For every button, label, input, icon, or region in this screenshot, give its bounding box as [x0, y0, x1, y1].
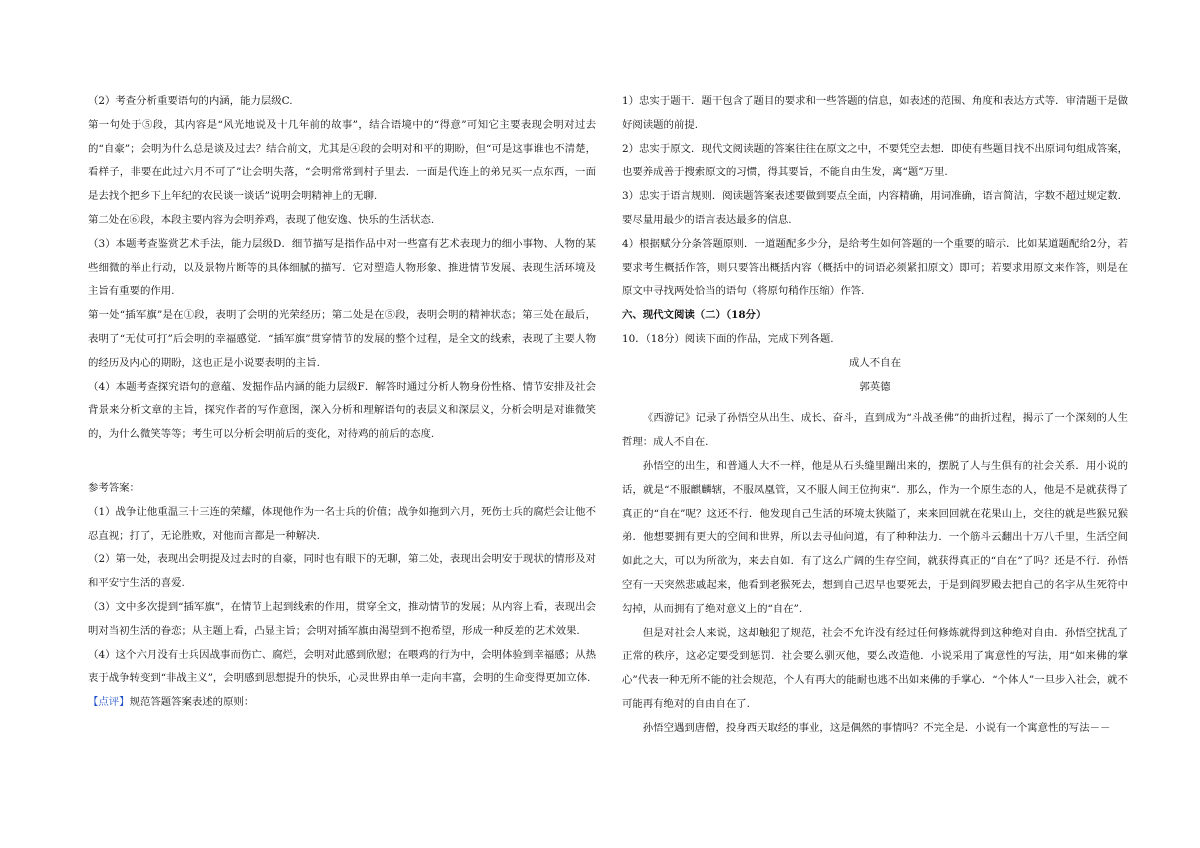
- answer-item: （3）文中多次提到“插军旗”，在情节上起到线索的作用，贯穿全文，推动情节的发展；从内容上看，表现出会明对当初生活的眷恋；从主题上看，凸显主旨；会明对插军旗由渴望到不抱希望，形成一种反差的艺术效果.: [88, 600, 596, 637]
- paragraph: （4）本题考查探究语句的意蕴、发掘作品内涵的能力层级F．解答时通过分析人物身份性格、情节安排及社会背景来分析文章的主旨，探究作者的写作意图，深入分析和理解语句的表层义和深层义，分析会明是对谁微笑的，为什么微笑等等；考生可以分析会明前后的变化，对待鸡的前后的态度.: [88, 380, 596, 441]
- paragraph: （3）本题考查鉴赏艺术手法，能力层级D．细节描写是指作品中对一些富有艺术表现力的细小事物、人物的某些细微的举止行动，以及景物片断等的具体细腻的描写．它对塑造人物形象、推进情节发展、表现生活环境及主旨有重要的作用.: [88, 237, 596, 298]
- essay-paragraph: 孙悟空的出生，和普通人大不一样，他是从石头缝里蹦出来的，摆脱了人与生俱有的社会关系．用小说的话，就是“不服麒麟辖，不服凤凰管，又不服人间王位拘束”．那么，作为一个原生态的人，他是不是就获得了真正的“自在”呢？这还不行．他发现自己生活的环境太狭隘了，来来回回就在花果山上，交往的就是些猴兄猴弟．他想要拥有更大的空间和世界，所以去寻仙问道，有了种种法力．一个筋斗云翻出十万八千里，生活空间如此之大，可以为所欲为，来去自如．有了这么广阔的生存空间，就获得真正的“自在”了吗？还是不行．孙悟空有一天突然悲戚起来，他看到老猴死去，想到自己迟早也要死去，于是到阎罗殿去把自己的名字从生死符中勾掉，从而拥有了绝对意义上的“自在”.: [622, 459, 1128, 615]
- right-column: [622, 90, 1128, 741]
- rule-item: 2）忠实于原文．现代文阅读题的答案往往在原文之中，不要凭空去想．即使有些题目找不出原词句组成答案，也要养成善于搜索原文的习惯，得其要旨，不能自由生发，离“题”万里.: [622, 142, 1128, 179]
- essay-paragraph: 但是对社会人来说，这却触犯了规范，社会不允许没有经过任何修炼就得到这种绝对自由．孙悟空扰乱了正常的秩序，这必定要受到惩罚．社会要么驯灭他，要么改造他．小说采用了寓意性的写法，用“如来佛的掌心”代表一种无所不能的社会规范，个人有再大的能耐也逃不出如来佛的手掌心．“个体人”一旦步入社会，就不可能再有绝对的自由自在了.: [622, 626, 1128, 710]
- comment-tag: 【点评】: [88, 696, 130, 709]
- paragraph: 第二处在⑥段，本段主要内容为会明养鸡，表现了他安逸、快乐的生活状态.: [88, 213, 435, 226]
- answer-title: 参考答案：: [88, 481, 140, 494]
- paragraph: 第一处“插军旗”是在①段，表明了会明的光荣经历；第二处是在⑤段，表明会明的精神状态；第三处在最后，表明了“无仗可打”后会明的幸福感觉．“插军旗”贯穿情节的发展的整个过程，是全文的线索，表现了主要人物的经历及内心的期盼，这也正是小说要表明的主旨.: [88, 309, 596, 369]
- question-line: 10．（18分）阅读下面的作品，完成下列各题.: [622, 332, 834, 345]
- essay-paragraph: 孙悟空遇到唐僧，投身西天取经的事业，这是偶然的事情吗？不完全是．小说有一个寓意性的写法－－: [642, 721, 1111, 734]
- essay-paragraph: 《西游记》记录了孙悟空从出生、成长、奋斗，直到成为“斗战圣佛”的曲折过程，揭示了一个深刻的人生哲理：成人不自在.: [622, 412, 1128, 449]
- spacer: [622, 399, 1128, 407]
- paragraph: 第一句处于⑤段，其内容是“风光地说及十几年前的故事”，结合语境中的“得意”可知它主要表现会明对过去的“自豪”；会明为什么总是谈及过去？结合前文，尤其是④段的会明对和平的期盼，但“可是这事谁也不清楚，看样子，非要在此过六月不可了”让会明失落，“会明常常到村子里去．一面是代连上的弟兄买一点东西，一面是去找个把乡下上年纪的农民谈一谈话”说明会明精神上的无聊.: [88, 118, 596, 203]
- answer-item: （2）第一处，表现出会明提及过去时的自豪，同时也有眼下的无聊，第二处，表现出会明安于现状的情形及对和平安宁生活的喜爱.: [88, 553, 596, 590]
- essay-author: 郭英德: [859, 380, 891, 393]
- answer-item: （4）这个六月没有士兵因战事而伤亡、腐烂，会明对此感到欣慰；在喂鸡的行为中，会明体验到幸福感；从热衷于战争转变到“非战主义”，会明感到思想提升的快乐，心灵世界由单一走向丰富，会明的生命变得更加立体.: [88, 648, 596, 685]
- rule-item: 4）根据赋分分条答题原则．一道题配多少分，是给考生如何答题的一个重要的暗示．比如某道题配给2分，若要求考生概括作答，则只要答出概括内容（概括中的词语必须紧扣原文）即可；若要求用原文来作答，则是在原文中寻找两处恰当的语句（将原句稍作压缩）作答.: [622, 237, 1128, 298]
- rule-item: 3）忠实于语言规则．阅读题答案表述要做到要点全面，内容精确，用词准确，语言简洁，字数不超过规定数．要尽量用最少的语言表达最多的信息.: [622, 190, 1128, 226]
- spacer: [88, 447, 596, 477]
- essay-title: 成人不自在: [849, 356, 901, 369]
- section-heading: 六、现代文阅读（二）（18分）: [622, 309, 767, 322]
- comment-line: [88, 691, 596, 715]
- paragraph: （2）考查分析重要语句的内涵，能力层级C.: [88, 95, 293, 107]
- rule-item: 1）忠实于题干．题干包含了题目的要求和一些答题的信息，如表述的范围、角度和表达方式等．审清题干是做好阅读题的前提.: [622, 95, 1128, 131]
- answer-item: （1）战争让他重温三十三连的荣耀，体现他作为一名士兵的价值；战争如拖到六月，死伤士兵的腐烂会让他不忍直视；打了，无论胜败，对他而言都是一种解决.: [88, 505, 596, 542]
- left-column: [88, 90, 596, 715]
- comment-text: 规范答题答案表述的原则：: [129, 696, 255, 709]
